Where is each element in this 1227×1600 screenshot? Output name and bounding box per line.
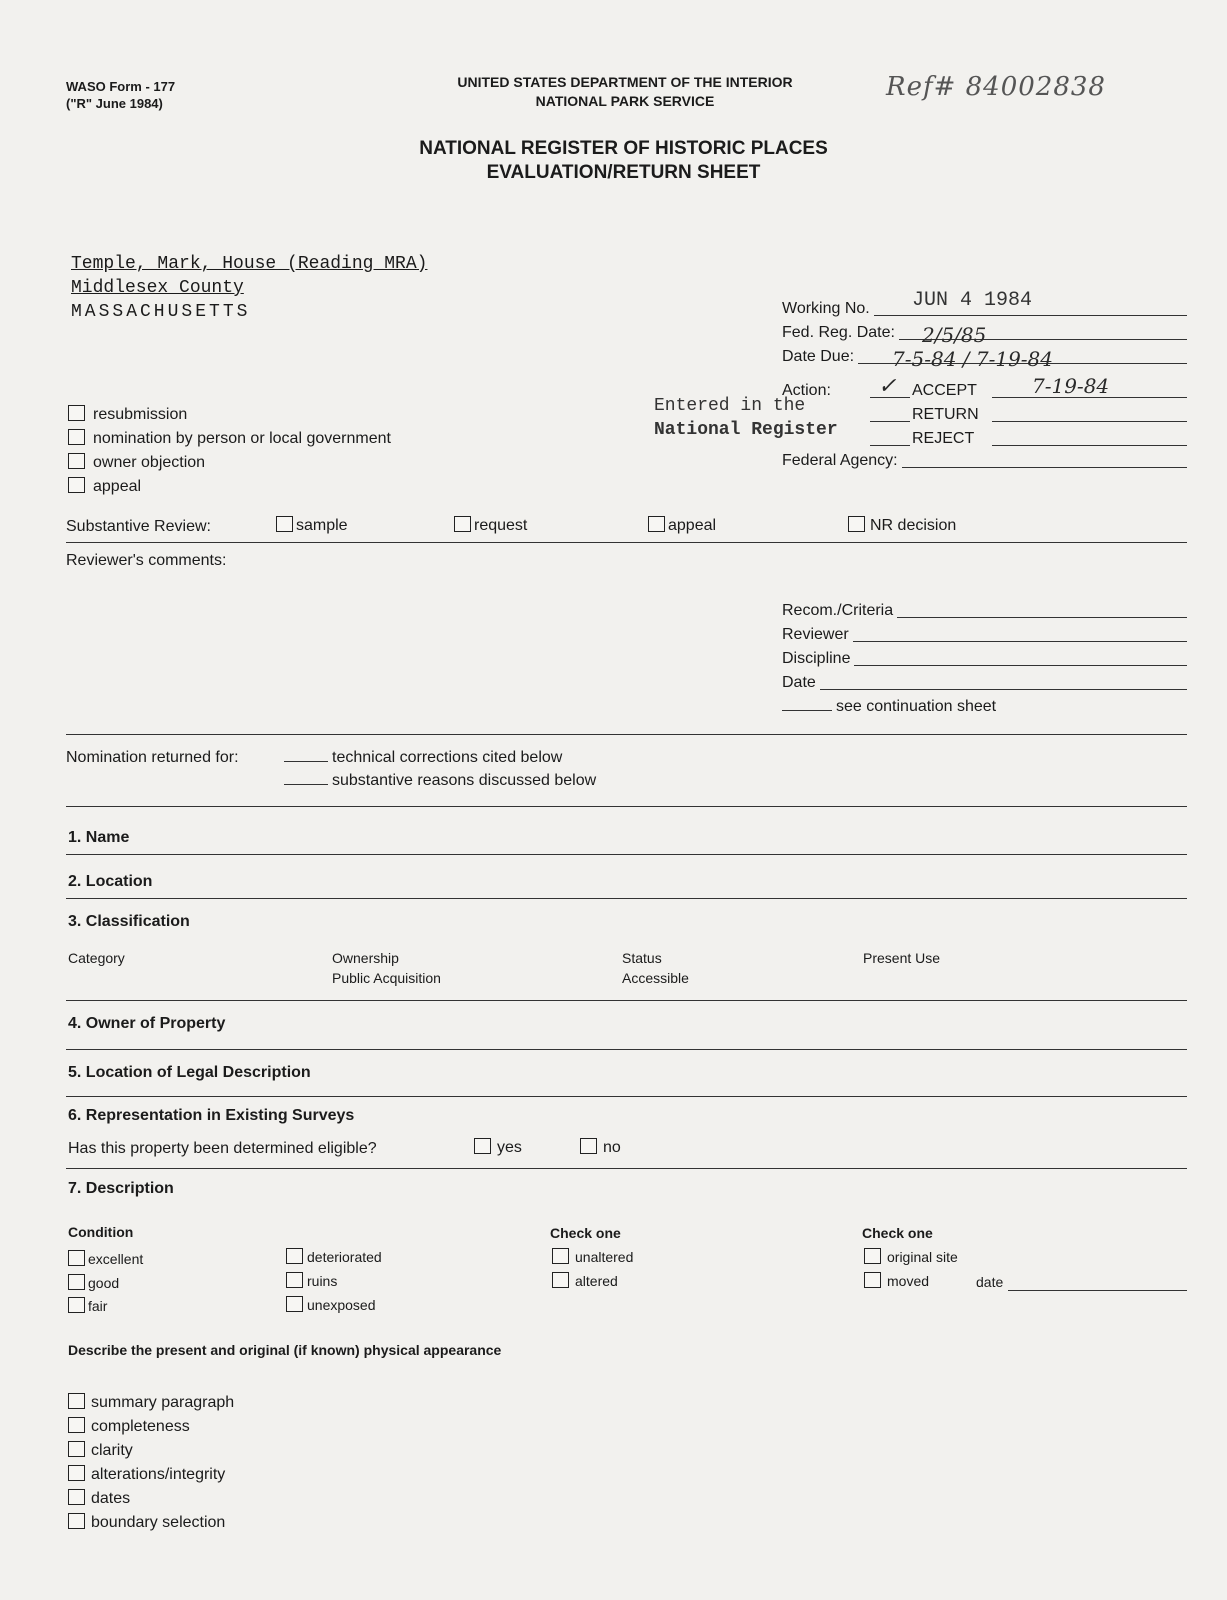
divider [66, 542, 1187, 543]
property-name: Temple, Mark, House (Reading MRA) [71, 254, 428, 274]
divider [66, 1049, 1187, 1050]
checkbox[interactable] [864, 1248, 881, 1264]
reviewer-row [782, 626, 1187, 644]
return-blank [870, 421, 910, 422]
review-date-label: Date [782, 674, 816, 691]
section-description: 7. Description [68, 1180, 174, 1197]
nomination-returned-label: Nomination returned for: [66, 749, 239, 766]
check-altered[interactable] [552, 1272, 618, 1289]
checkbox[interactable] [68, 1297, 85, 1313]
condition-fair[interactable] [68, 1297, 107, 1314]
checkbox[interactable] [648, 516, 665, 532]
reviewer-comments-label: Reviewer's comments: [66, 552, 227, 569]
continuation-sheet-row[interactable] [782, 698, 996, 716]
check-moved[interactable] [864, 1272, 929, 1289]
section-classification: 3. Classification [68, 913, 190, 930]
divider [66, 1168, 1187, 1169]
classification-present-use: Present Use [863, 950, 941, 966]
option-label: appeal [668, 517, 717, 534]
fed-reg-label: Fed. Reg. Date: [782, 324, 895, 341]
working-no-line [874, 314, 1187, 316]
moved-date-line[interactable] [1008, 1290, 1187, 1291]
condition-label: Condition [68, 1224, 134, 1240]
federal-agency-row [782, 452, 1187, 470]
return-line [992, 421, 1187, 422]
section-legal-description: 5. Location of Legal Description [68, 1064, 311, 1081]
federal-agency-line [902, 466, 1187, 468]
option-label: nomination by person or local government [93, 430, 391, 447]
describe-appearance-label: Describe the present and original (if known) physical appearance [68, 1342, 502, 1358]
form-title-line1: NATIONAL REGISTER OF HISTORIC PLACES [419, 138, 828, 159]
option-label: dates [91, 1490, 131, 1507]
action-label: Action: [782, 382, 831, 399]
technical-blank[interactable] [284, 761, 328, 762]
checkbox[interactable] [864, 1272, 881, 1288]
checkbox[interactable] [68, 1274, 85, 1290]
substantive-label: substantive reasons discussed below [332, 772, 597, 789]
option-label: request [474, 517, 528, 534]
option-nomination-by-person[interactable] [68, 429, 391, 448]
checkbox[interactable] [580, 1138, 597, 1154]
review-nr-decision[interactable] [848, 516, 956, 535]
divider [66, 898, 1187, 899]
date-due-label: Date Due: [782, 348, 855, 365]
checkbox[interactable] [286, 1248, 303, 1264]
condition-ruins[interactable] [286, 1272, 337, 1289]
option-label: boundary selection [91, 1514, 226, 1531]
review-date-row [782, 674, 1187, 692]
divider [66, 854, 1187, 855]
option-label: completeness [91, 1418, 190, 1435]
option-label: summary paragraph [91, 1394, 235, 1411]
option-label: sample [296, 517, 348, 534]
eligible-yes[interactable] [474, 1138, 522, 1157]
section-existing-surveys: 6. Representation in Existing Surveys [68, 1107, 355, 1124]
option-label: NR decision [870, 517, 957, 534]
divider [66, 1096, 1187, 1097]
returned-substantive[interactable] [284, 772, 596, 790]
option-label: original site [887, 1249, 958, 1265]
property-county: Middlesex County [71, 278, 244, 298]
eligibility-question: Has this property been determined eligible? [68, 1140, 377, 1157]
condition-deteriorated[interactable] [286, 1248, 382, 1265]
checkbox[interactable] [68, 405, 85, 421]
recom-criteria-line[interactable] [897, 616, 1187, 618]
action-accept-row [870, 374, 1187, 400]
checkbox[interactable] [68, 453, 85, 469]
option-label: resubmission [93, 406, 188, 423]
technical-label: technical corrections cited below [332, 749, 563, 766]
option-label: owner objection [93, 454, 206, 471]
describe-clarity[interactable] [68, 1441, 133, 1460]
handwritten-reference-number: Ref# 84002838 [886, 72, 1106, 102]
section-location: 2. Location [68, 873, 153, 890]
checkbox[interactable] [68, 1393, 85, 1409]
entered-stamp-line1: Entered in the [654, 396, 806, 416]
classification-status: Status [622, 950, 662, 966]
fed-reg-value: 2/5/85 [922, 323, 987, 347]
checkbox[interactable] [68, 429, 85, 445]
check-one-label-1: Check one [550, 1225, 621, 1241]
divider [66, 1000, 1187, 1001]
substantive-blank[interactable] [284, 784, 328, 785]
action-reject-row [870, 428, 1187, 448]
form-title-line2: EVALUATION/RETURN SHEET [486, 162, 761, 183]
service-name: NATIONAL PARK SERVICE [535, 93, 715, 109]
classification-public-acquisition: Public Acquisition [332, 970, 441, 986]
describe-dates[interactable] [68, 1489, 130, 1508]
check-original-site[interactable] [864, 1248, 958, 1265]
check-unaltered[interactable] [552, 1248, 633, 1265]
substantive-review-label: Substantive Review: [66, 518, 211, 535]
describe-summary-paragraph[interactable] [68, 1393, 234, 1412]
checkbox[interactable] [286, 1272, 303, 1288]
checkbox[interactable] [68, 1250, 85, 1266]
entered-stamp-line2: National Register [654, 420, 838, 440]
continuation-blank[interactable] [782, 710, 832, 711]
option-label: deteriorated [307, 1249, 382, 1265]
checkbox[interactable] [848, 516, 865, 532]
federal-agency-label: Federal Agency: [782, 452, 898, 469]
describe-alterations-integrity[interactable] [68, 1465, 225, 1484]
condition-good[interactable] [68, 1274, 119, 1291]
classification-ownership: Ownership [332, 950, 399, 966]
working-no-label: Working No. [782, 300, 870, 317]
option-appeal[interactable] [68, 477, 141, 496]
working-no-value: JUN 4 1984 [912, 289, 1033, 312]
checkbox[interactable] [286, 1296, 303, 1312]
option-label: clarity [91, 1442, 133, 1459]
classification-category: Category [68, 950, 125, 966]
divider [66, 734, 1187, 735]
checkbox[interactable] [552, 1248, 569, 1264]
checkbox[interactable] [552, 1272, 569, 1288]
divider [66, 806, 1187, 807]
option-label: appeal [93, 478, 142, 495]
eligible-no[interactable] [580, 1138, 621, 1157]
classification-accessible: Accessible [622, 970, 689, 986]
review-request[interactable] [454, 516, 527, 535]
option-label: fair [88, 1298, 108, 1314]
checkbox[interactable] [68, 1465, 85, 1481]
return-label: RETURN [912, 406, 979, 423]
review-appeal[interactable] [648, 516, 716, 535]
form-revision: ("R" June 1984) [66, 96, 163, 111]
option-label: yes [497, 1139, 522, 1156]
checkbox[interactable] [474, 1138, 491, 1154]
option-label: alterations/integrity [91, 1466, 226, 1483]
section-name: 1. Name [68, 829, 130, 846]
discipline-row [782, 650, 1187, 668]
recom-criteria-label: Recom./Criteria [782, 602, 894, 619]
continuation-label: see continuation sheet [836, 698, 997, 715]
checkbox[interactable] [68, 1417, 85, 1433]
checkbox[interactable] [68, 1489, 85, 1505]
moved-date-label: date [976, 1274, 1004, 1290]
option-label: unaltered [575, 1249, 634, 1265]
option-label: altered [575, 1273, 618, 1289]
check-one-label-2: Check one [862, 1225, 933, 1241]
checkbox[interactable] [68, 1513, 85, 1529]
condition-excellent[interactable] [68, 1250, 143, 1267]
option-resubmission[interactable] [68, 405, 187, 424]
option-label: ruins [307, 1273, 338, 1289]
department-name: UNITED STATES DEPARTMENT OF THE INTERIOR [457, 74, 793, 90]
returned-technical[interactable] [284, 749, 562, 767]
reject-label: REJECT [912, 430, 975, 447]
option-label: excellent [88, 1251, 144, 1267]
reject-line [992, 445, 1187, 446]
action-return-row [870, 404, 1187, 424]
section-owner-of-property: 4. Owner of Property [68, 1015, 226, 1032]
condition-unexposed[interactable] [286, 1296, 376, 1313]
checkbox[interactable] [68, 1441, 85, 1457]
accept-label: ACCEPT [912, 382, 977, 399]
option-label: unexposed [307, 1297, 376, 1313]
describe-boundary-selection[interactable] [68, 1513, 225, 1532]
option-label: no [603, 1139, 621, 1156]
recom-criteria-row [782, 602, 1187, 620]
date-due-value: 7-5-84 / 7-19-84 [892, 347, 1054, 371]
checkbox[interactable] [68, 477, 85, 493]
discipline-line[interactable] [854, 664, 1187, 666]
option-label: good [88, 1275, 120, 1291]
describe-completeness[interactable] [68, 1417, 190, 1436]
accept-checkmark: ✓ [878, 374, 897, 399]
option-owner-objection[interactable] [68, 453, 205, 472]
accept-date: 7-19-84 [1032, 374, 1110, 398]
property-state: MASSACHUSETTS [71, 302, 251, 322]
discipline-label: Discipline [782, 650, 851, 667]
reject-blank [870, 445, 910, 446]
checkbox[interactable] [276, 516, 293, 532]
form-number: WASO Form - 177 [66, 79, 176, 94]
reviewer-label: Reviewer [782, 626, 849, 643]
checkbox[interactable] [454, 516, 471, 532]
option-label: moved [887, 1273, 930, 1289]
reviewer-line[interactable] [853, 640, 1187, 642]
review-date-line[interactable] [820, 688, 1187, 690]
review-sample[interactable] [276, 516, 348, 535]
